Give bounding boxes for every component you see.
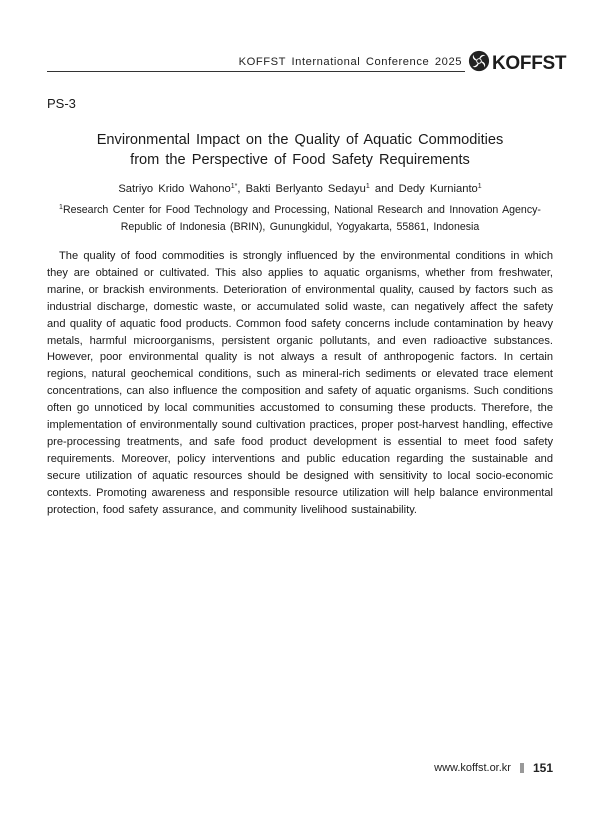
author-affil-mark: 1 [365, 183, 370, 190]
title-line-1: Environmental Impact on the Quality of Aquatic Commodities [96, 132, 504, 148]
affiliation-mark: 1 [59, 204, 63, 211]
page-number: 151 [532, 761, 553, 775]
title-line-2: from the Perspective of Food Safety Requirements [130, 152, 470, 168]
logo-wordmark: KOFFST [492, 52, 567, 74]
author-separator: and [369, 183, 399, 195]
author-affil-mark: 1 [477, 183, 482, 190]
author-separator: , [237, 183, 246, 195]
author-affil-mark: 1* [230, 183, 238, 190]
author-name: Bakti Berlyanto Sedayu [245, 183, 366, 195]
session-code: PS-3 [47, 96, 76, 111]
footer-divider [520, 763, 524, 773]
koffst-swirl-icon [468, 50, 490, 77]
koffst-logo [468, 50, 566, 77]
paper-title [0, 130, 600, 170]
author-name: Satriyo Krido Wahono [118, 183, 231, 195]
affiliation [40, 202, 560, 236]
abstract-body: The quality of food commodities is strongly influenced by the environmental conditions in which they are obtained or cultivated. This also applies to aquatic organisms, whether from freshwater, marine, or brackish environments. Deterioration of environmental quality, caused by factors such as industrial discharge, domestic waste, or accumulated solid waste, can negatively affect the safety and quality of aquatic food products. Common food safety concerns include contamination by heavy metals, harmful microorganisms, persistent organic pollutants, and even radioactive substances. However, poor environmental quality is not always a result of anthropogenic factors. In certain regions, natural geochemical conditions, such as mineral-rich sediments or elevated trace element concentrations, can also influence the composition and safety of aquatic organisms. Such conditions often go unnoticed by local communities accustomed to consuming these products. Therefore, the implementation of environmentally sound cultivation practices, proper post-harvest handling, effective pre-processing treatments, and safe food product development is essential to meet food safety requirements. Moreover, policy interventions and public education regarding the sustainable and secure utilization of aquatic resources should be designed with sensitivity to local socio-economic contexts. Promoting awareness and responsible resource utilization will help balance environmental protection, food safety assurance, and community livelihood sustainability. [47, 250, 553, 516]
author-name: Dedy Kurnianto [398, 183, 478, 195]
header-divider [47, 71, 465, 72]
page-footer [434, 761, 553, 775]
conference-header: KOFFST International Conference 2025 [238, 56, 462, 68]
affiliation-text: Research Center for Food Technology and Processing, National Research and Innovation Agency-Republic of Indonesia (BRIN), Gunungkidul, Yogyakarta, 55861, Indonesia [62, 204, 541, 233]
footer-website: www.koffst.or.kr [434, 762, 511, 774]
author-list [0, 183, 600, 195]
